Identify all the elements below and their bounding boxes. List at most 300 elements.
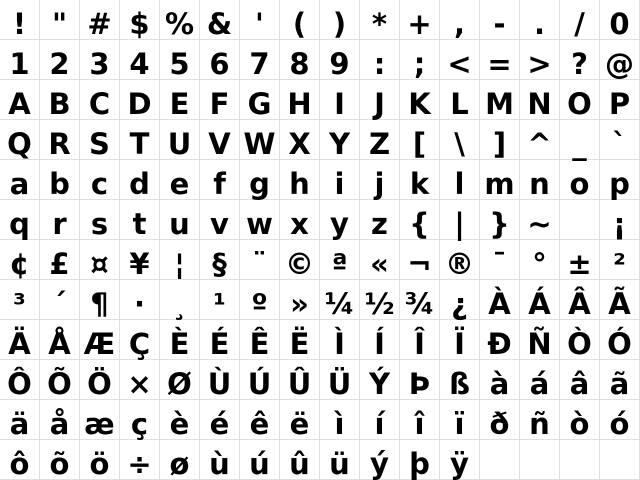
glyph-cell-r9c4[interactable] xyxy=(120,320,160,360)
glyph: ê xyxy=(249,407,270,441)
glyph-cell-r6c10[interactable] xyxy=(360,200,400,240)
glyph-cell-r12c13[interactable] xyxy=(480,440,520,480)
glyph-cell-r10c14[interactable] xyxy=(520,360,560,400)
glyph-cell-r7c13[interactable] xyxy=(480,240,520,280)
glyph: 8 xyxy=(289,47,310,81)
glyph-cell-r10c10[interactable] xyxy=(360,360,400,400)
glyph: î xyxy=(414,407,425,441)
glyph-cell-r3c9[interactable] xyxy=(320,80,360,120)
glyph: O xyxy=(567,87,592,121)
glyph: ü xyxy=(329,447,350,480)
glyph-cell-r1c11[interactable] xyxy=(400,0,440,40)
glyph: Ú xyxy=(247,367,272,401)
glyph-cell-r3c6[interactable] xyxy=(200,80,240,120)
glyph: m xyxy=(484,167,515,201)
glyph-cell-r6c2[interactable] xyxy=(40,200,80,240)
glyph: - xyxy=(493,7,506,41)
glyph: é xyxy=(209,407,230,441)
glyph: Ñ xyxy=(527,327,552,361)
glyph-cell-r7c4[interactable] xyxy=(120,240,160,280)
glyph-cell-r1c9[interactable] xyxy=(320,0,360,40)
glyph: ' xyxy=(255,7,264,41)
glyph: ì xyxy=(334,407,345,441)
glyph: ¡ xyxy=(612,207,627,241)
glyph: ¼ xyxy=(324,287,355,321)
glyph-cell-r7c11[interactable] xyxy=(400,240,440,280)
glyph-cell-r12c9[interactable] xyxy=(320,440,360,480)
glyph-cell-r7c9[interactable] xyxy=(320,240,360,280)
glyph: H xyxy=(287,87,312,121)
glyph-cell-r4c15[interactable] xyxy=(560,120,600,160)
glyph: r xyxy=(52,207,67,241)
glyph-cell-r2c15[interactable] xyxy=(560,40,600,80)
glyph: Ü xyxy=(327,367,352,401)
glyph-cell-r11c2[interactable] xyxy=(40,400,80,440)
glyph: û xyxy=(289,447,310,480)
glyph-cell-r8c3[interactable] xyxy=(80,280,120,320)
glyph-cell-r4c2[interactable] xyxy=(40,120,80,160)
glyph-cell-r5c7[interactable] xyxy=(240,160,280,200)
glyph-cell-r7c8[interactable] xyxy=(280,240,320,280)
glyph: ) xyxy=(332,7,347,41)
glyph-cell-r11c6[interactable] xyxy=(200,400,240,440)
glyph-cell-r9c3[interactable] xyxy=(80,320,120,360)
glyph-cell-r5c16[interactable] xyxy=(600,160,640,200)
glyph-cell-r12c14[interactable] xyxy=(520,440,560,480)
glyph-cell-r4c7[interactable] xyxy=(240,120,280,160)
glyph: ~ xyxy=(527,207,552,241)
glyph: G xyxy=(247,87,272,121)
glyph-cell-r2c3[interactable] xyxy=(80,40,120,80)
glyph-cell-r3c13[interactable] xyxy=(480,80,520,120)
glyph: ³ xyxy=(13,287,26,321)
glyph-cell-r8c4[interactable] xyxy=(120,280,160,320)
glyph-cell-r7c1[interactable] xyxy=(0,240,40,280)
glyph-cell-r5c9[interactable] xyxy=(320,160,360,200)
glyph-cell-r3c14[interactable] xyxy=(520,80,560,120)
glyph-cell-r1c6[interactable] xyxy=(200,0,240,40)
glyph-cell-r5c14[interactable] xyxy=(520,160,560,200)
glyph: S xyxy=(89,127,110,161)
glyph-cell-r2c8[interactable] xyxy=(280,40,320,80)
glyph: 5 xyxy=(169,47,190,81)
glyph-cell-r1c13[interactable] xyxy=(480,0,520,40)
glyph-cell-r9c12[interactable] xyxy=(440,320,480,360)
glyph-cell-r10c1[interactable] xyxy=(0,360,40,400)
glyph: Ù xyxy=(207,367,232,401)
glyph: à xyxy=(489,367,510,401)
glyph-cell-r4c14[interactable] xyxy=(520,120,560,160)
glyph-cell-r7c3[interactable] xyxy=(80,240,120,280)
glyph: B xyxy=(48,87,71,121)
glyph: Ç xyxy=(128,327,151,361)
glyph: ª xyxy=(331,247,348,281)
glyph-cell-r1c15[interactable] xyxy=(560,0,600,40)
glyph: « xyxy=(370,247,389,281)
glyph: I xyxy=(334,87,345,121)
glyph: ð xyxy=(489,407,510,441)
glyph-cell-r5c2[interactable] xyxy=(40,160,80,200)
glyph-cell-r5c13[interactable] xyxy=(480,160,520,200)
glyph: Ö xyxy=(87,367,112,401)
glyph: e xyxy=(169,167,190,201)
glyph-cell-r6c6[interactable] xyxy=(200,200,240,240)
glyph-cell-r8c11[interactable] xyxy=(400,280,440,320)
glyph-cell-r10c3[interactable] xyxy=(80,360,120,400)
glyph-cell-r1c7[interactable] xyxy=(240,0,280,40)
glyph: a xyxy=(9,167,30,201)
glyph: ² xyxy=(613,247,626,281)
glyph: f xyxy=(213,167,226,201)
glyph: £ xyxy=(49,247,70,281)
glyph-cell-r11c1[interactable] xyxy=(0,400,40,440)
glyph: : xyxy=(373,47,386,81)
glyph: $ xyxy=(129,7,150,41)
glyph-cell-r8c8[interactable] xyxy=(280,280,320,320)
glyph-cell-r4c5[interactable] xyxy=(160,120,200,160)
glyph-cell-r4c10[interactable] xyxy=(360,120,400,160)
glyph-cell-r2c5[interactable] xyxy=(160,40,200,80)
glyph-cell-r4c12[interactable] xyxy=(440,120,480,160)
glyph: X xyxy=(288,127,311,161)
glyph: u xyxy=(169,207,190,241)
glyph-cell-r7c5[interactable] xyxy=(160,240,200,280)
glyph-cell-r10c9[interactable] xyxy=(320,360,360,400)
glyph-cell-r5c4[interactable] xyxy=(120,160,160,200)
glyph: Q xyxy=(7,127,32,161)
glyph-cell-r4c16[interactable] xyxy=(600,120,640,160)
glyph-cell-r6c3[interactable] xyxy=(80,200,120,240)
glyph-cell-r3c1[interactable] xyxy=(0,80,40,120)
glyph-cell-r5c1[interactable] xyxy=(0,160,40,200)
glyph-cell-r10c5[interactable] xyxy=(160,360,200,400)
glyph: i xyxy=(334,167,345,201)
glyph-cell-r10c4[interactable] xyxy=(120,360,160,400)
glyph-cell-r8c12[interactable] xyxy=(440,280,480,320)
glyph: Ï xyxy=(454,327,465,361)
glyph: U xyxy=(167,127,192,161)
glyph-cell-r7c15[interactable] xyxy=(560,240,600,280)
glyph-cell-r5c10[interactable] xyxy=(360,160,400,200)
glyph: } xyxy=(489,207,510,241)
glyph: c xyxy=(90,167,109,201)
glyph: V xyxy=(208,127,231,161)
glyph: . xyxy=(533,7,546,41)
glyph: ù xyxy=(209,447,230,480)
glyph-cell-r4c9[interactable] xyxy=(320,120,360,160)
glyph: w xyxy=(246,207,273,241)
glyph-cell-r2c12[interactable] xyxy=(440,40,480,80)
glyph: è xyxy=(169,407,190,441)
glyph-cell-r6c16[interactable] xyxy=(600,200,640,240)
glyph: d xyxy=(129,167,150,201)
glyph-cell-r9c2[interactable] xyxy=(40,320,80,360)
glyph-cell-r8c13[interactable] xyxy=(480,280,520,320)
glyph-cell-r3c2[interactable] xyxy=(40,80,80,120)
glyph-cell-r4c13[interactable] xyxy=(480,120,520,160)
glyph-cell-r12c12[interactable] xyxy=(440,440,480,480)
glyph-cell-r12c11[interactable] xyxy=(400,440,440,480)
glyph-cell-r12c1[interactable] xyxy=(0,440,40,480)
glyph-cell-r8c14[interactable] xyxy=(520,280,560,320)
glyph-cell-r11c12[interactable] xyxy=(440,400,480,440)
glyph-cell-r2c6[interactable] xyxy=(200,40,240,80)
glyph: ® xyxy=(445,247,474,281)
glyph-cell-r5c5[interactable] xyxy=(160,160,200,200)
glyph: ¿ xyxy=(451,287,468,321)
glyph-cell-r7c7[interactable] xyxy=(240,240,280,280)
glyph-cell-r1c4[interactable] xyxy=(120,0,160,40)
glyph-cell-r4c8[interactable] xyxy=(280,120,320,160)
glyph-cell-r5c11[interactable] xyxy=(400,160,440,200)
glyph: Ë xyxy=(289,327,310,361)
glyph: # xyxy=(87,7,112,41)
glyph: h xyxy=(289,167,310,201)
glyph-cell-r4c6[interactable] xyxy=(200,120,240,160)
glyph-cell-r12c2[interactable] xyxy=(40,440,80,480)
glyph: = xyxy=(487,47,512,81)
glyph-cell-r8c15[interactable] xyxy=(560,280,600,320)
glyph-cell-r12c16[interactable] xyxy=(600,440,640,480)
glyph-cell-r12c3[interactable] xyxy=(80,440,120,480)
glyph-cell-r9c15[interactable] xyxy=(560,320,600,360)
glyph-cell-r2c7[interactable] xyxy=(240,40,280,80)
glyph-cell-r2c14[interactable] xyxy=(520,40,560,80)
glyph: A xyxy=(8,87,31,121)
glyph-cell-r3c8[interactable] xyxy=(280,80,320,120)
glyph: ` xyxy=(612,127,627,161)
glyph-cell-r11c14[interactable] xyxy=(520,400,560,440)
glyph-cell-r12c8[interactable] xyxy=(280,440,320,480)
glyph-cell-r11c5[interactable] xyxy=(160,400,200,440)
glyph: â xyxy=(569,367,590,401)
glyph: Û xyxy=(287,367,312,401)
glyph-cell-r4c3[interactable] xyxy=(80,120,120,160)
glyph-cell-r9c16[interactable] xyxy=(600,320,640,360)
glyph-cell-r3c5[interactable] xyxy=(160,80,200,120)
glyph: Ê xyxy=(249,327,270,361)
glyph-cell-r10c2[interactable] xyxy=(40,360,80,400)
glyph: Ã xyxy=(608,287,631,321)
glyph: 4 xyxy=(129,47,150,81)
glyph-cell-r6c5[interactable] xyxy=(160,200,200,240)
glyph: Ø xyxy=(167,367,192,401)
glyph: s xyxy=(90,207,109,241)
glyph: ç xyxy=(130,407,149,441)
glyph: ¾ xyxy=(404,287,435,321)
glyph: ½ xyxy=(364,287,395,321)
glyph-cell-r9c11[interactable] xyxy=(400,320,440,360)
glyph-cell-r3c15[interactable] xyxy=(560,80,600,120)
glyph-cell-r5c6[interactable] xyxy=(200,160,240,200)
glyph: Ä xyxy=(8,327,31,361)
glyph: ¶ xyxy=(90,287,109,321)
glyph-cell-r3c10[interactable] xyxy=(360,80,400,120)
glyph-cell-r9c6[interactable] xyxy=(200,320,240,360)
glyph: E xyxy=(169,87,190,121)
glyph: + xyxy=(407,7,432,41)
glyph-cell-r1c5[interactable] xyxy=(160,0,200,40)
glyph: | xyxy=(454,207,465,241)
glyph-cell-r11c3[interactable] xyxy=(80,400,120,440)
glyph: 9 xyxy=(329,47,350,81)
glyph-cell-r8c1[interactable] xyxy=(0,280,40,320)
glyph: Y xyxy=(329,127,350,161)
glyph-cell-r1c3[interactable] xyxy=(80,0,120,40)
glyph: ¯ xyxy=(492,247,507,281)
glyph: T xyxy=(129,127,150,161)
glyph: y xyxy=(330,207,349,241)
glyph-cell-r12c6[interactable] xyxy=(200,440,240,480)
glyph-cell-r11c9[interactable] xyxy=(320,400,360,440)
glyph-cell-r2c10[interactable] xyxy=(360,40,400,80)
glyph-cell-r12c4[interactable] xyxy=(120,440,160,480)
glyph-cell-r8c16[interactable] xyxy=(600,280,640,320)
glyph-cell-r4c11[interactable] xyxy=(400,120,440,160)
glyph-cell-r11c15[interactable] xyxy=(560,400,600,440)
glyph-cell-r9c7[interactable] xyxy=(240,320,280,360)
glyph-cell-r1c2[interactable] xyxy=(40,0,80,40)
glyph-cell-r1c14[interactable] xyxy=(520,0,560,40)
glyph-cell-r6c12[interactable] xyxy=(440,200,480,240)
glyph: n xyxy=(529,167,550,201)
glyph-cell-r8c7[interactable] xyxy=(240,280,280,320)
glyph-cell-r6c14[interactable] xyxy=(520,200,560,240)
glyph-cell-r5c8[interactable] xyxy=(280,160,320,200)
glyph-cell-r3c3[interactable] xyxy=(80,80,120,120)
glyph-cell-r7c14[interactable] xyxy=(520,240,560,280)
glyph: ë xyxy=(289,407,310,441)
glyph-cell-r9c13[interactable] xyxy=(480,320,520,360)
glyph: L xyxy=(450,87,469,121)
glyph-cell-r2c1[interactable] xyxy=(0,40,40,80)
glyph-cell-r11c11[interactable] xyxy=(400,400,440,440)
glyph: % xyxy=(164,7,195,41)
glyph-cell-r3c16[interactable] xyxy=(600,80,640,120)
glyph-cell-r7c16[interactable] xyxy=(600,240,640,280)
glyph-cell-r1c8[interactable] xyxy=(280,0,320,40)
glyph-cell-r1c16[interactable] xyxy=(600,0,640,40)
glyph: Á xyxy=(528,287,551,321)
glyph-cell-r6c13[interactable] xyxy=(480,200,520,240)
glyph: » xyxy=(290,287,309,321)
glyph-cell-r2c11[interactable] xyxy=(400,40,440,80)
glyph-cell-r3c4[interactable] xyxy=(120,80,160,120)
glyph-cell-r5c15[interactable] xyxy=(560,160,600,200)
glyph-cell-r11c7[interactable] xyxy=(240,400,280,440)
glyph-cell-r11c4[interactable] xyxy=(120,400,160,440)
glyph: ° xyxy=(532,247,547,281)
glyph: 2 xyxy=(49,47,70,81)
glyph-cell-r6c8[interactable] xyxy=(280,200,320,240)
glyph-cell-r3c11[interactable] xyxy=(400,80,440,120)
glyph-cell-r6c9[interactable] xyxy=(320,200,360,240)
glyph: q xyxy=(9,207,30,241)
glyph-cell-r1c12[interactable] xyxy=(440,0,480,40)
glyph-cell-r8c9[interactable] xyxy=(320,280,360,320)
glyph-cell-r9c14[interactable] xyxy=(520,320,560,360)
glyph-cell-r12c15[interactable] xyxy=(560,440,600,480)
glyph: ? xyxy=(571,47,588,81)
glyph-cell-r10c16[interactable] xyxy=(600,360,640,400)
glyph-cell-r2c16[interactable] xyxy=(600,40,640,80)
glyph-cell-r8c2[interactable] xyxy=(40,280,80,320)
glyph-cell-r10c13[interactable] xyxy=(480,360,520,400)
glyph-cell-r9c5[interactable] xyxy=(160,320,200,360)
glyph: ( xyxy=(292,7,307,41)
glyph-cell-r5c12[interactable] xyxy=(440,160,480,200)
glyph-cell-r7c2[interactable] xyxy=(40,240,80,280)
glyph-cell-r10c7[interactable] xyxy=(240,360,280,400)
glyph-cell-r5c3[interactable] xyxy=(80,160,120,200)
glyph-cell-r4c1[interactable] xyxy=(0,120,40,160)
glyph-cell-r12c7[interactable] xyxy=(240,440,280,480)
glyph-cell-r11c8[interactable] xyxy=(280,400,320,440)
glyph: Ó xyxy=(607,327,632,361)
glyph-cell-r8c5[interactable] xyxy=(160,280,200,320)
glyph-cell-r4c4[interactable] xyxy=(120,120,160,160)
glyph: o xyxy=(569,167,590,201)
glyph-cell-r1c10[interactable] xyxy=(360,0,400,40)
glyph-cell-r7c12[interactable] xyxy=(440,240,480,280)
glyph-cell-r6c15[interactable] xyxy=(560,200,600,240)
glyph: 6 xyxy=(209,47,230,81)
glyph-cell-r10c8[interactable] xyxy=(280,360,320,400)
glyph: Ì xyxy=(334,327,345,361)
glyph-cell-r8c6[interactable] xyxy=(200,280,240,320)
glyph: Ý xyxy=(369,367,390,401)
glyph: · xyxy=(133,287,146,321)
glyph-cell-r9c8[interactable] xyxy=(280,320,320,360)
glyph-cell-r11c10[interactable] xyxy=(360,400,400,440)
glyph-cell-r10c6[interactable] xyxy=(200,360,240,400)
glyph-cell-r10c11[interactable] xyxy=(400,360,440,400)
glyph: § xyxy=(212,247,227,281)
glyph-cell-r12c5[interactable] xyxy=(160,440,200,480)
glyph-cell-r6c7[interactable] xyxy=(240,200,280,240)
glyph-cell-r1c1[interactable] xyxy=(0,0,40,40)
glyph: z xyxy=(371,207,388,241)
glyph: F xyxy=(209,87,230,121)
glyph-cell-r6c11[interactable] xyxy=(400,200,440,240)
glyph-cell-r10c12[interactable] xyxy=(440,360,480,400)
glyph-cell-r7c10[interactable] xyxy=(360,240,400,280)
glyph-cell-r9c1[interactable] xyxy=(0,320,40,360)
glyph-cell-r8c10[interactable] xyxy=(360,280,400,320)
glyph-cell-r6c4[interactable] xyxy=(120,200,160,240)
glyph-cell-r9c10[interactable] xyxy=(360,320,400,360)
glyph: × xyxy=(127,367,152,401)
glyph-cell-r2c2[interactable] xyxy=(40,40,80,80)
glyph-cell-r9c9[interactable] xyxy=(320,320,360,360)
glyph: ñ xyxy=(529,407,550,441)
glyph-cell-r11c16[interactable] xyxy=(600,400,640,440)
glyph-cell-r11c13[interactable] xyxy=(480,400,520,440)
glyph-cell-r12c10[interactable] xyxy=(360,440,400,480)
glyph-cell-r3c7[interactable] xyxy=(240,80,280,120)
glyph-cell-r2c9[interactable] xyxy=(320,40,360,80)
glyph-cell-r10c15[interactable] xyxy=(560,360,600,400)
glyph-cell-r3c12[interactable] xyxy=(440,80,480,120)
glyph: Æ xyxy=(83,327,116,361)
glyph-cell-r6c1[interactable] xyxy=(0,200,40,240)
glyph: í xyxy=(374,407,385,441)
glyph-cell-r7c6[interactable] xyxy=(200,240,240,280)
glyph: ÷ xyxy=(127,447,152,480)
glyph-cell-r2c4[interactable] xyxy=(120,40,160,80)
glyph: K xyxy=(408,87,431,121)
glyph-cell-r2c13[interactable] xyxy=(480,40,520,80)
